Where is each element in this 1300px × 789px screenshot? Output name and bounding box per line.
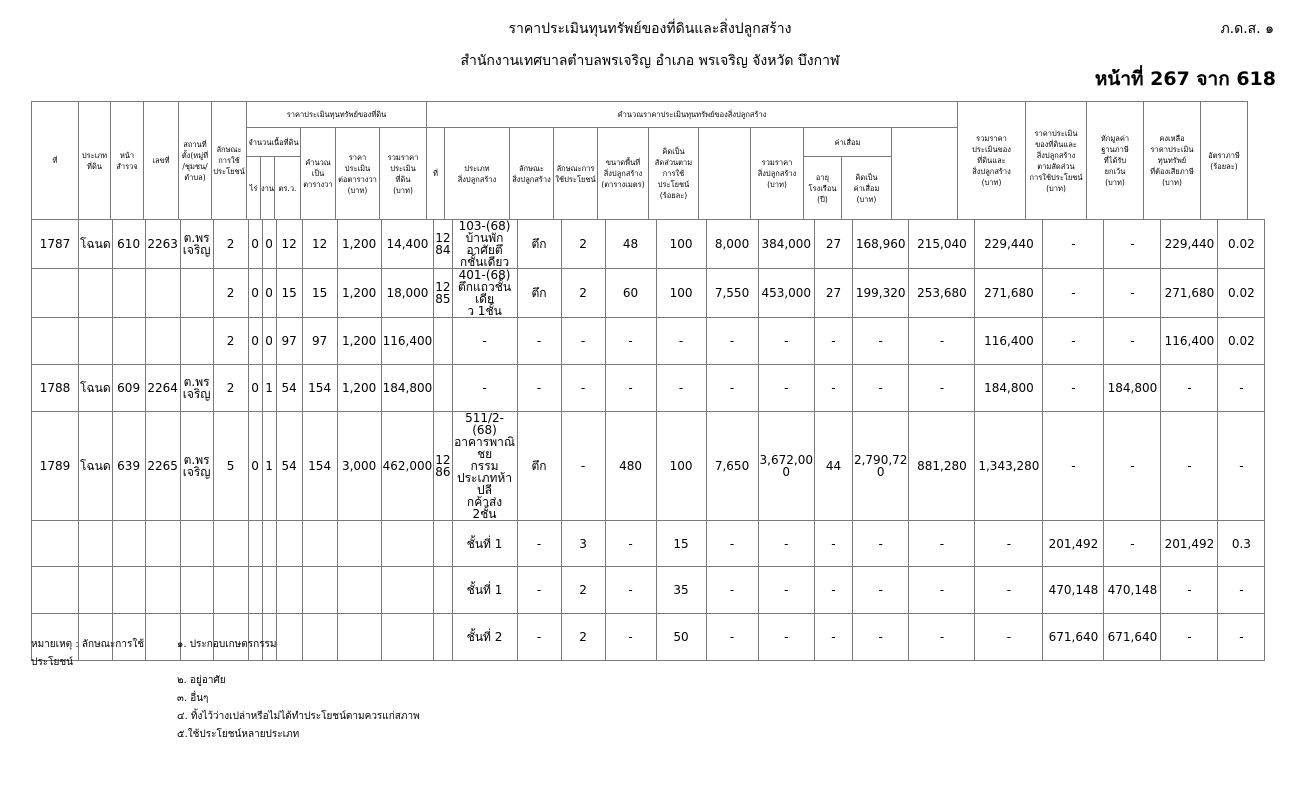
cell-b-char: ตึก [517, 412, 561, 521]
cell-b-total: - [758, 521, 814, 567]
cell-survey-page [112, 567, 145, 614]
cell-prop-value: - [1043, 365, 1104, 412]
cell-parcel-no: 2263 [145, 220, 180, 269]
form-code: ภ.ด.ส. ๑ [1220, 21, 1274, 37]
cell-b-price: - [706, 318, 758, 365]
cell-sum-total: 1,343,280 [975, 412, 1043, 521]
cell-tax-rate: 0.02 [1218, 220, 1265, 269]
table-row [32, 318, 1265, 365]
cell-land-type: โฉนด [79, 412, 113, 521]
header-b-after [891, 127, 958, 220]
cell-b-char: ตึก [517, 220, 561, 269]
cell-wa: 12 [276, 220, 302, 269]
cell-b-char: - [517, 614, 561, 661]
cell-b-total: 384,000 [758, 220, 814, 269]
cell-b-after: 881,280 [909, 412, 975, 521]
cell-no [32, 269, 79, 318]
cell-ngan [262, 567, 276, 614]
cell-b-type: - [452, 365, 517, 412]
cell-land-type [79, 269, 113, 318]
cell-no [32, 567, 79, 614]
cell-b-total: - [758, 614, 814, 661]
cell-b-no [434, 521, 452, 567]
cell-sum-total: 229,440 [975, 220, 1043, 269]
cell-location: ต.พร เจริญ [180, 220, 213, 269]
cell-wa: 54 [276, 365, 302, 412]
header-parcel-no: เลขที่ [143, 101, 179, 220]
cell-tax-rate: - [1218, 365, 1265, 412]
cell-b-use: - [561, 318, 605, 365]
cell-land-type: โฉนด [79, 220, 113, 269]
table-row [32, 567, 1265, 614]
table-row [32, 521, 1265, 567]
header-calc-sqwa: คำนวณ เป็น ตารางวา [300, 127, 336, 220]
cell-sqwa: 12 [302, 220, 337, 269]
cell-tax-rate: 0.02 [1218, 318, 1265, 365]
cell-remaining: 201,492 [1161, 521, 1218, 567]
header-dep-age: อายุ โรงเรือน (ปี) [803, 156, 842, 220]
cell-no [32, 521, 79, 567]
header-price-sqwa: ราคา ประเมิน ต่อตารางวา (บาท) [335, 127, 380, 220]
header-land-type: ประเภท ที่ดิน [78, 101, 111, 220]
header-b-ratio: คิดเป็น สัดส่วนตาม การใช้ ประโยชน์ (ร้อยละ) [648, 127, 699, 220]
cell-land-total [381, 567, 434, 614]
cell-dep-age: - [814, 365, 852, 412]
cell-remaining: - [1161, 614, 1218, 661]
cell-prop-value: 201,492 [1043, 521, 1104, 567]
cell-price-sqwa: 1,200 [337, 318, 381, 365]
cell-b-size: 60 [605, 269, 656, 318]
header-ngan: งาน [260, 156, 275, 220]
cell-b-total: 453,000 [758, 269, 814, 318]
cell-b-price: 7,650 [706, 412, 758, 521]
cell-b-size: 480 [605, 412, 656, 521]
cell-remaining: - [1161, 567, 1218, 614]
cell-price-sqwa [337, 521, 381, 567]
cell-b-no: 12 85 [434, 269, 452, 318]
header-location: สถานที่ ตั้ง(หมู่ที่ /ชุมชน/ ตำบล) [178, 101, 212, 220]
cell-b-after: - [909, 521, 975, 567]
cell-exempt: 184,800 [1104, 365, 1161, 412]
cell-dep-value: 168,960 [852, 220, 908, 269]
cell-b-ratio: 15 [656, 521, 706, 567]
cell-no: 1788 [32, 365, 79, 412]
cell-b-total: 3,672,00 0 [758, 412, 814, 521]
cell-ngan: 0 [262, 269, 276, 318]
cell-prop-value: 671,640 [1043, 614, 1104, 661]
cell-exempt: - [1104, 412, 1161, 521]
cell-b-size: - [605, 318, 656, 365]
cell-b-after: - [909, 614, 975, 661]
header-b-size: ขนาดพื้นที่ สิ่งปลูกสร้าง (ตารางเมตร) [597, 127, 649, 220]
cell-b-no [434, 318, 452, 365]
cell-price-sqwa [337, 567, 381, 614]
cell-dep-value: 199,320 [852, 269, 908, 318]
header-land-use: ลักษณะ การใช้ ประโยชน์ [211, 101, 247, 220]
note-item: ๑. ประกอบเกษตรกรรม [177, 639, 277, 650]
cell-b-after: - [909, 318, 975, 365]
cell-prop-value: - [1043, 220, 1104, 269]
header-tax-rate: อัตราภาษี (ร้อยละ) [1200, 101, 1248, 220]
cell-sqwa: 154 [302, 365, 337, 412]
cell-land-use: 2 [213, 318, 248, 365]
cell-b-type: 401-(68) ตึกแถวชั้นเดีย ว 1ชั้น [452, 269, 517, 318]
cell-b-char: - [517, 567, 561, 614]
cell-no [32, 318, 79, 365]
cell-exempt: - [1104, 521, 1161, 567]
cell-land-total: 14,400 [381, 220, 434, 269]
cell-survey-page: 610 [112, 220, 145, 269]
cell-parcel-no: 2264 [145, 365, 180, 412]
note-item: ๓. อื่นๆ [177, 693, 209, 704]
cell-land-type [79, 318, 113, 365]
cell-land-use [213, 567, 248, 614]
header-b-price [698, 127, 751, 220]
cell-b-type: 103-(68) บ้านพักอาศัยตึ กชั้นเดียว [452, 220, 517, 269]
cell-land-use: 2 [213, 365, 248, 412]
cell-b-size: - [605, 567, 656, 614]
cell-prop-value: - [1043, 269, 1104, 318]
cell-land-type [79, 521, 113, 567]
cell-land-type: โฉนด [79, 365, 113, 412]
cell-b-price: 7,550 [706, 269, 758, 318]
cell-b-type: ชั้นที่ 1 [452, 567, 517, 614]
cell-exempt: 671,640 [1104, 614, 1161, 661]
cell-tax-rate: - [1218, 567, 1265, 614]
cell-parcel-no [145, 567, 180, 614]
cell-exempt: - [1104, 318, 1161, 365]
cell-b-ratio: - [656, 365, 706, 412]
cell-land-total: 116,400 [381, 318, 434, 365]
cell-sum-total: - [975, 614, 1043, 661]
cell-land-total: 184,800 [381, 365, 434, 412]
cell-remaining: 271,680 [1161, 269, 1218, 318]
cell-b-after: - [909, 567, 975, 614]
header-dep-group: ค่าเสื่อม [803, 127, 892, 157]
cell-dep-age: - [814, 521, 852, 567]
assessment-table [31, 219, 1265, 661]
cell-rai: 0 [248, 220, 262, 269]
cell-b-type: ชั้นที่ 1 [452, 521, 517, 567]
cell-dep-age: 27 [814, 269, 852, 318]
cell-no: 1789 [32, 412, 79, 521]
cell-sqwa: 97 [302, 318, 337, 365]
cell-b-type: - [452, 318, 517, 365]
cell-dep-age: 44 [814, 412, 852, 521]
header-wa: ตร.ว. [274, 156, 301, 220]
cell-wa: 15 [276, 269, 302, 318]
cell-wa: 97 [276, 318, 302, 365]
cell-b-total: - [758, 365, 814, 412]
header-rai: ไร่ [246, 156, 261, 220]
notes-label: หมายเหตุ : ลักษณะการใช้ประโยชน์ [31, 639, 145, 668]
cell-b-no: 12 86 [434, 412, 452, 521]
header-survey-page: หน้า สำรวจ [110, 101, 144, 220]
cell-dep-value: - [852, 614, 908, 661]
cell-ngan: 0 [262, 220, 276, 269]
usage-notes [31, 636, 420, 744]
cell-ngan: 1 [262, 412, 276, 521]
cell-ngan: 1 [262, 365, 276, 412]
cell-wa [276, 567, 302, 614]
cell-b-use: 2 [561, 220, 605, 269]
cell-tax-rate: - [1218, 614, 1265, 661]
cell-b-price: - [706, 365, 758, 412]
cell-rai: 0 [248, 318, 262, 365]
cell-dep-value: - [852, 365, 908, 412]
cell-dep-age: - [814, 567, 852, 614]
cell-survey-page: 609 [112, 365, 145, 412]
cell-wa [276, 521, 302, 567]
cell-sqwa [302, 567, 337, 614]
header-remaining: คงเหลือ ราคาประเมิน ทุนทรัพย์ ที่ต้องเสียภาษี (บาท) [1143, 101, 1201, 220]
cell-sqwa: 15 [302, 269, 337, 318]
header-no: ที่ [31, 101, 79, 220]
cell-sqwa [302, 521, 337, 567]
cell-b-use: 2 [561, 269, 605, 318]
cell-dep-value: 2,790,72 0 [852, 412, 908, 521]
cell-b-char: ตึก [517, 269, 561, 318]
cell-b-total: - [758, 567, 814, 614]
header-sum-total: รวมราคา ประเมินของ ที่ดินและ สิ่งปลูกสร้าง (บาท) [957, 101, 1026, 220]
cell-location: ต.พร เจริญ [180, 412, 213, 521]
cell-survey-page [112, 269, 145, 318]
cell-b-ratio: 100 [656, 220, 706, 269]
cell-b-ratio: 35 [656, 567, 706, 614]
cell-b-char: - [517, 365, 561, 412]
cell-price-sqwa: 1,200 [337, 365, 381, 412]
cell-ngan [262, 521, 276, 567]
cell-sqwa: 154 [302, 412, 337, 521]
cell-survey-page [112, 318, 145, 365]
header-b-total: รวมราคา สิ่งปลูกสร้าง (บาท) [750, 127, 804, 220]
cell-rai [248, 567, 262, 614]
cell-location [180, 521, 213, 567]
cell-b-price: - [706, 521, 758, 567]
cell-b-no: 12 84 [434, 220, 452, 269]
cell-land-total: 18,000 [381, 269, 434, 318]
cell-b-char: - [517, 521, 561, 567]
header-dep-value: คิดเป็น ค่าเสื่อม (บาท) [841, 156, 892, 220]
cell-sum-total: 184,800 [975, 365, 1043, 412]
cell-b-use: 2 [561, 567, 605, 614]
cell-b-size: 48 [605, 220, 656, 269]
header-b-char: ลักษณะ สิ่งปลูกสร้าง [509, 127, 554, 220]
cell-land-use [213, 521, 248, 567]
cell-b-after: 215,040 [909, 220, 975, 269]
header-b-type: ประเภท สิ่งปลูกสร้าง [444, 127, 510, 220]
cell-land-total [381, 521, 434, 567]
cell-dep-age: 27 [814, 220, 852, 269]
cell-exempt: - [1104, 269, 1161, 318]
cell-sum-total: - [975, 521, 1043, 567]
cell-b-after: - [909, 365, 975, 412]
cell-land-use: 2 [213, 269, 248, 318]
cell-b-use: 2 [561, 614, 605, 661]
note-item: ๔. ทิ้งไว้ว่างเปล่าหรือไม่ได้ทำประโยชน์ตามควรแก่สภาพ [177, 711, 420, 722]
cell-b-ratio: 100 [656, 412, 706, 521]
cell-b-size: - [605, 521, 656, 567]
cell-price-sqwa: 3,000 [337, 412, 381, 521]
cell-price-sqwa: 1,200 [337, 269, 381, 318]
cell-b-no [434, 614, 452, 661]
cell-b-ratio: 100 [656, 269, 706, 318]
cell-land-use: 5 [213, 412, 248, 521]
cell-b-type: ชั้นที่ 2 [452, 614, 517, 661]
cell-b-no [434, 567, 452, 614]
cell-tax-rate: 0.3 [1218, 521, 1265, 567]
cell-b-ratio: - [656, 318, 706, 365]
cell-b-total: - [758, 318, 814, 365]
cell-parcel-no: 2265 [145, 412, 180, 521]
cell-b-use: 3 [561, 521, 605, 567]
note-item: ๕.ใช้ประโยชน์หลายประเภท [177, 729, 300, 740]
table-row [32, 220, 1265, 269]
cell-rai: 0 [248, 412, 262, 521]
cell-dep-age: - [814, 318, 852, 365]
cell-price-sqwa: 1,200 [337, 220, 381, 269]
cell-prop-value: - [1043, 318, 1104, 365]
cell-dep-value: - [852, 521, 908, 567]
cell-dep-value: - [852, 318, 908, 365]
cell-b-price: - [706, 614, 758, 661]
cell-b-size: - [605, 614, 656, 661]
cell-dep-value: - [852, 567, 908, 614]
cell-b-char: - [517, 318, 561, 365]
cell-land-total: 462,000 [381, 412, 434, 521]
header-prop-value: ราคาประเมิน ของที่ดินและ สิ่งปลูกสร้าง ตามสัดส่วน การใช้ประโยชน์ (บาท) [1025, 101, 1087, 220]
cell-b-size: - [605, 365, 656, 412]
cell-remaining: - [1161, 365, 1218, 412]
cell-parcel-no [145, 521, 180, 567]
cell-sum-total: 116,400 [975, 318, 1043, 365]
cell-prop-value: 470,148 [1043, 567, 1104, 614]
page-number: หน้าที่ 267 จาก 618 [1094, 68, 1276, 90]
cell-sum-total: - [975, 567, 1043, 614]
cell-survey-page: 639 [112, 412, 145, 521]
cell-parcel-no [145, 318, 180, 365]
table-row [32, 269, 1265, 318]
cell-b-price: - [706, 567, 758, 614]
cell-exempt: - [1104, 220, 1161, 269]
cell-rai: 0 [248, 269, 262, 318]
cell-location [180, 567, 213, 614]
header-building-group: คำนวณราคาประเมินทุนทรัพย์ของสิ่งปลูกสร้าง [426, 101, 958, 128]
cell-remaining: 229,440 [1161, 220, 1218, 269]
header-exempt: หักมูลค่า ฐานภาษี ที่ได้รับ ยกเว้น (บาท) [1086, 101, 1144, 220]
cell-b-no [434, 365, 452, 412]
header-area-group: จำนวนเนื้อที่ดิน [246, 127, 301, 157]
cell-tax-rate: 0.02 [1218, 269, 1265, 318]
cell-location [180, 269, 213, 318]
header-land-group: ราคาประเมินทุนทรัพย์ของที่ดิน [246, 101, 427, 128]
cell-land-type [79, 567, 113, 614]
office-subtitle: สำนักงานเทศบาลตำบลพรเจริญ อำเภอ พรเจริญ จังหวัด บึงกาฬ [460, 53, 840, 69]
cell-no: 1787 [32, 220, 79, 269]
cell-survey-page [112, 521, 145, 567]
header-b-use: ลักษณะการ ใช้ประโยชน์ [553, 127, 598, 220]
cell-location: ต.พร เจริญ [180, 365, 213, 412]
cell-b-use: - [561, 412, 605, 521]
cell-dep-age: - [814, 614, 852, 661]
cell-remaining: - [1161, 412, 1218, 521]
cell-wa: 54 [276, 412, 302, 521]
cell-location [180, 318, 213, 365]
report-title: ราคาประเมินทุนทรัพย์ของที่ดินและสิ่งปลูกสร้าง [508, 21, 792, 37]
cell-remaining: 116,400 [1161, 318, 1218, 365]
header-land-total: รวมราคา ประเมิน ที่ดิน (บาท) [379, 127, 427, 220]
cell-prop-value: - [1043, 412, 1104, 521]
cell-parcel-no [145, 269, 180, 318]
cell-b-after: 253,680 [909, 269, 975, 318]
cell-b-use: - [561, 365, 605, 412]
cell-rai: 0 [248, 365, 262, 412]
table-row [32, 365, 1265, 412]
cell-b-type: 511/2-(68) อาคารพาณิชย กรรม ประเภทห้าปลี กค้าส่ง 2ชั้น [452, 412, 517, 521]
cell-b-price: 8,000 [706, 220, 758, 269]
cell-rai [248, 521, 262, 567]
cell-tax-rate: - [1218, 412, 1265, 521]
cell-land-use: 2 [213, 220, 248, 269]
header-b-no: ที่ [426, 127, 445, 220]
table-row [32, 412, 1265, 521]
note-item: ๒. อยู่อาศัย [177, 675, 226, 686]
cell-sum-total: 271,680 [975, 269, 1043, 318]
cell-ngan: 0 [262, 318, 276, 365]
cell-exempt: 470,148 [1104, 567, 1161, 614]
cell-b-ratio: 50 [656, 614, 706, 661]
